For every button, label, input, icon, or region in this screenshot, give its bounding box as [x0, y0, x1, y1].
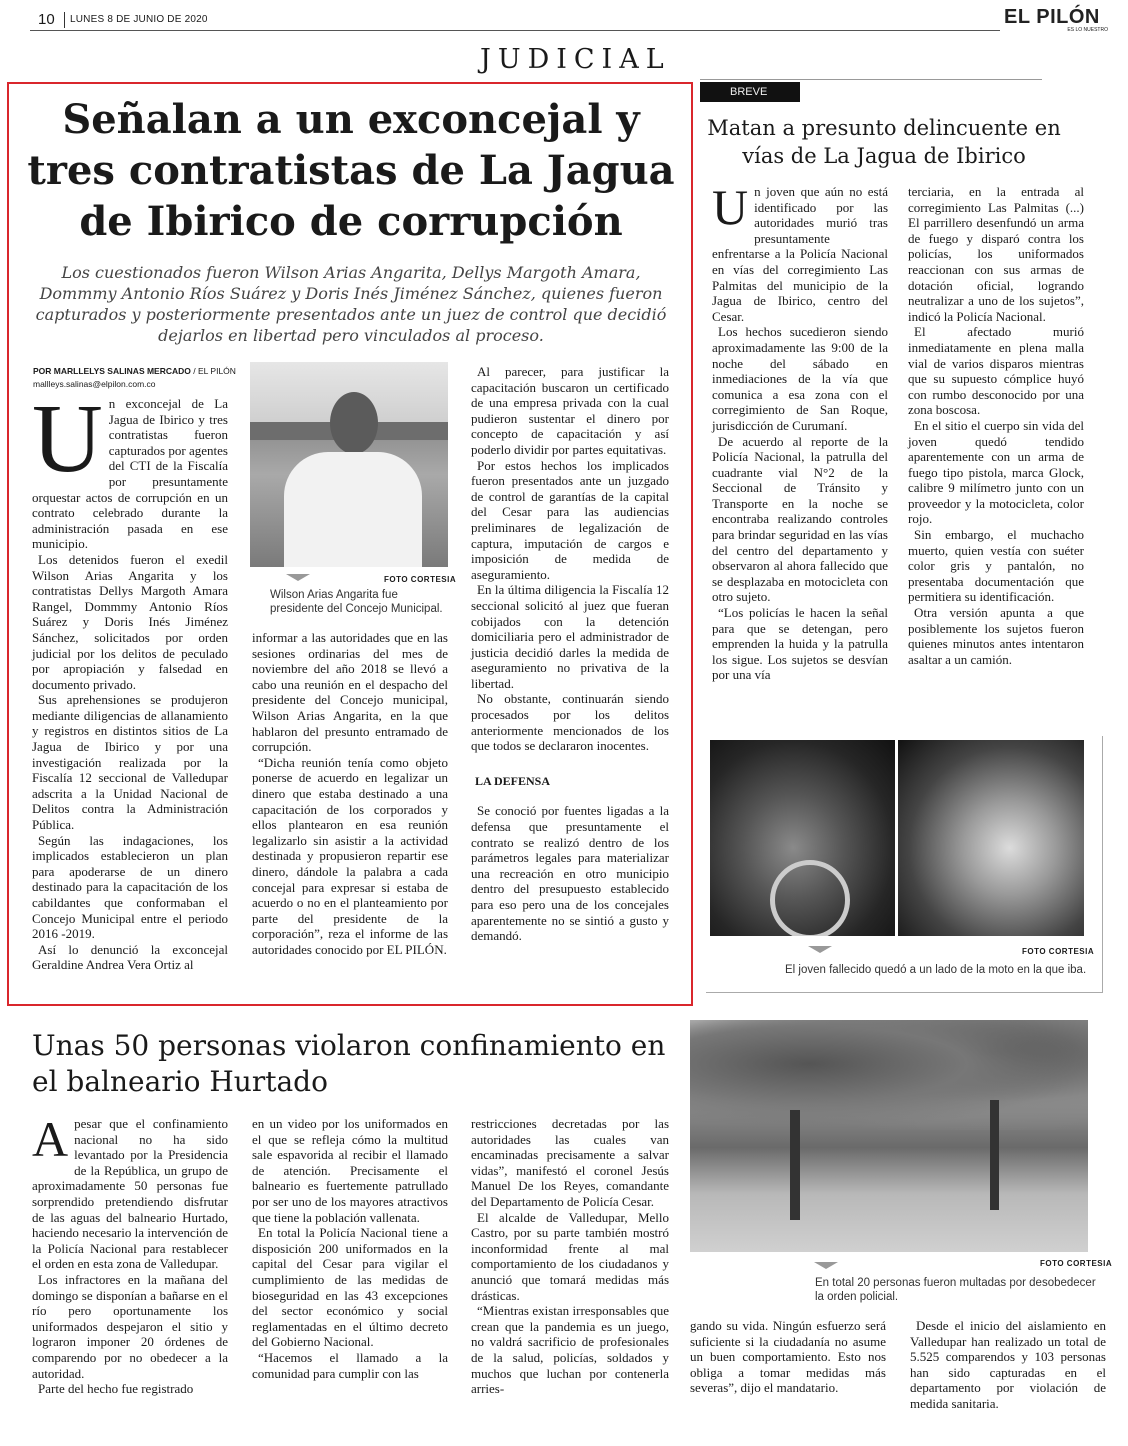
logo-tagline: ES LO NUESTRO	[1067, 27, 1108, 33]
paragraph: “Mientras existan irresponsables que crean que la pandemia es un juego, no valdrá sacrificio de profesionales de la salud, policías, soldados y muchos que luchan por contenerla arries-	[471, 1303, 669, 1397]
paragraph: En el sitio el cuerpo sin vida del joven quedó tendido aparentemente con un arma de fuego tipo pistola, marca Glock, calibre 9 milímetro junto con un proveedor y la motocicleta, color rojo.	[908, 417, 1084, 527]
main-col-3	[471, 364, 669, 944]
brief-photo-caption: El joven fallecido quedó a un lado de la moto en la que iba.	[785, 964, 1087, 976]
tree-canopy	[690, 1020, 1088, 1130]
paragraph: Por estos hechos los implicados fueron presentados ante un juzgado de control de garantías de la capital del Cesar para las audiencias preliminares de legalización de captura, imputación de cargos e imposición de medida de aseguramiento.	[471, 457, 669, 582]
paragraph: informar a las autoridades que en las sesiones ordinarias del mes de noviembre del año 2018 se llevó a cabo una reunión en el despacho del presidente del Concejo municipal, Wilson Arias Angarita, en la que hablaron del presunto entramado de corrupción.	[252, 630, 448, 755]
tree-trunk	[990, 1100, 999, 1210]
caption-pointer-icon	[808, 946, 832, 953]
brief-photo-credit: FOTO CORTESIA	[1022, 947, 1095, 956]
paragraph: Así lo denunció la exconcejal Geraldine Andrea Vera Ortiz al	[32, 941, 228, 973]
paragraph: “Hacemos el llamado a la comunidad para cumplir con las	[252, 1349, 448, 1381]
paragraph: De acuerdo al reporte de la Policía Nacional, la patrulla del cuadrante vial N°2 de la Seccional de Tránsito y Transporte en la noche se encontraba realizando controles para brindar seguridad en las vías del centro del departamento y observaron al ahora fallecido que se desplazaba en motocicleta con otro sujeto.	[712, 433, 888, 605]
balneario-photo	[690, 1020, 1088, 1252]
bottom-col-4	[690, 1318, 886, 1396]
paragraph: gando su vida. Ningún esfuerzo será suficiente si la ciudadanía no asume un buen comportamiento. Esto nos obliga a tomar medidas más severas”, dijo el mandatario.	[690, 1318, 886, 1396]
byline	[33, 366, 236, 376]
person-body	[284, 452, 422, 567]
photo-caption: Wilson Arias Angarita fue presidente del Concejo Municipal.	[270, 589, 443, 615]
paragraph: en un video por los uniformados en el que se refleja cómo la multitud sale espavorida al recibir el llamado de atención. Precisamente el balneario es fuertemente patrullado por ser uno de los mayores atractivos que tiene la población vallenata.	[252, 1116, 448, 1225]
section-rule	[700, 79, 1042, 80]
bottom-col-3	[471, 1116, 669, 1397]
byline-outlet: / EL PILÓN	[190, 366, 236, 376]
bottom-drop-cap: A	[32, 1111, 69, 1167]
main-col-1	[32, 385, 228, 973]
caption-pointer-icon	[814, 1262, 838, 1269]
paragraph: restricciones decretadas por las autoridades las cuales van encaminadas precisamente a salvar vidas”, manifestó el coronel Jesús Manuel De los Reyes, comandante del Departamento de Policía Cesar.	[471, 1116, 669, 1209]
person-head	[330, 392, 378, 454]
main-summary: Los cuestionados fueron Wilson Arias Angarita, Dellys Margoth Amara, Dommmy Antonio Ríos Suárez y Doris Inés Jiménez Sánchez, quienes fueron capturados y posteriormente presentados ante un juez de control que decidió dejarlos en libertad pero vinculados al proceso.	[35, 263, 667, 345]
bottom-col-1	[32, 1111, 228, 1397]
portrait-photo	[250, 362, 448, 567]
paragraph: Sus aprehensiones se produjeron mediante diligencias de allanamiento y registros en distintos sitios de La Jagua de Ibirico y por una investigación realizada por la Fiscalía 12 seccional de Valledupar adscrita a la Unidad Nacional de Delitos contra la Administración Pública.	[32, 692, 228, 833]
header-divider	[64, 12, 65, 28]
paragraph: Desde el inicio del aislamiento en Valledupar han realizado un total de 5.525 comparendos y 103 personas han sido capturadas en el departamento por violación de medida sanitaria.	[910, 1318, 1106, 1411]
paragraph: Se conoció por fuentes ligadas a la defensa que presuntamente el contrato se realizó dentro de los parámetros legales para materializar una recreación en otro municipio dentro del presupuesto establecido para eso pero una de los concejales aparentemente no se sintió a gusto y demandó.	[471, 803, 669, 944]
bottom-col-5	[910, 1318, 1106, 1412]
bottom-photo-credit: FOTO CORTESIA	[1040, 1259, 1113, 1268]
masthead-logo[interactable]	[1004, 6, 1108, 33]
paragraph: Sin embargo, el muchacho muerto, quien vestía con suéter color gris y pantalón, no presentaba documentación que permitiera su identificación.	[908, 527, 1084, 605]
byline-email[interactable]: mallleys.salinas@elpilon.com.co	[33, 379, 156, 389]
paragraph: “Los policías le hacen la señal para que se detengan, pero emprenden la huida y la patrulla los sigue. Los sujetos se desvían por una vía	[712, 605, 888, 683]
tree-trunk	[790, 1110, 800, 1220]
main-headline: Señalan a un exconcejal y tres contratistas de La Jagua de Ibirico de corrupción	[27, 96, 675, 245]
brief-headline: Matan a presunto delincuente en vías de La Jagua de Ibirico	[707, 116, 1061, 168]
bottom-col1-first: pesar que el confinamiento nacional no ha sido levantado por la Presidencia de la República, un grupo de aproximadamente 50 personas fue sorprendido pretendiendo disfrutar de las aguas del balneario Hurtado, haciendo necesario la intervención de la Policía Nacional para restablecer el orden en esta zona de Valledupar.	[32, 1116, 228, 1272]
byline-author: POR MARLLELYS SALINAS MERCADO	[33, 366, 191, 376]
main-col1-first: n exconcejal de La Jagua de Ibirico y tres contratistas fueron capturados por agentes del CTI de la Fiscalía por presuntamente orquestar actos de corrupción en un contrato celebrado durante la administración pasada en ese municipio.	[32, 396, 228, 552]
paragraph: Los detenidos fueron el exedil Wilson Arias Angarita y los contratistas Dellys Margoth Amara Rangel, Dommmy Antonio Ríos Suárez y Doris Inés Jiménez Sánchez, solicitados por orden judicial por los delitos de peculado por apropiación y falsedad en documento privado.	[32, 551, 228, 692]
section-title: JUDICIAL	[480, 44, 671, 75]
brief-col-2	[908, 184, 1084, 667]
main-col-2	[252, 630, 448, 957]
brief-col1-first: n joven que aún no está identificado por las autoridades murió tras presuntamente enfrentarse a la Policía Nacional en vías del corregimiento Las Palmitas del municipio de la Jagua de Ibirico, centro del Cesar.	[712, 184, 888, 324]
photo-credit: FOTO CORTESIA	[384, 575, 457, 584]
paragraph: El alcalde de Valledupar, Mello Castro, por su parte también mostró inconformidad frente al mal comportamiento de los ciudadanos y anunció que tomará medidas más drásticas.	[471, 1209, 669, 1303]
paragraph: terciaria, en la entrada al corregimiento Las Palmitas (...) El parrillero desenfundó un arma de fuego y disparó contra los policías, los uniformados reaccionan con sus armas de dotación oficial, logrando neutralizar a uno de los sujetos”, indicó la Policía Nacional.	[908, 184, 1084, 324]
drop-cap: U	[32, 385, 103, 493]
paragraph: No obstante, continuarán siendo procesados por los delitos anteriormente mencionados de los que todos se declararon inocentes.	[471, 691, 669, 754]
brief-drop-cap: U	[712, 179, 749, 235]
paragraph: Otra versión apunta a que posiblemente los sujetos fueron quienes minutos antes intentaron asaltar a un camión.	[908, 605, 1084, 667]
logo-text: EL PILÓN	[1004, 6, 1100, 28]
paragraph: Parte del hecho fue registrado	[38, 1381, 194, 1397]
paragraph: En la última diligencia la Fiscalía 12 seccional solicitó al juez que fueran cobijados con la detención domiciliaria pero el administrador de justicia decidió darles la medida de aseguramiento no privativa de la libertad.	[471, 582, 669, 691]
header-rule	[30, 30, 1000, 31]
caption-pointer-icon	[286, 574, 310, 581]
page-date: LUNES 8 DE JUNIO DE 2020	[70, 14, 208, 25]
bottom-photo-caption: En total 20 personas fueron multadas por desobedecer la orden policial.	[815, 1277, 1096, 1303]
brief-label: BREVE	[700, 82, 800, 102]
bottom-headline: Unas 50 personas violaron confinamiento en el balneario Hurtado	[32, 1029, 666, 1098]
paragraph: Los hechos sucedieron siendo aproximadamente las 9:00 de la noche del sábado en inmediaciones de la vía que comunica a esa zona con el corregimiento de San Roque, jurisdicción de Curumaní.	[712, 324, 888, 433]
bottom-col-2	[252, 1116, 448, 1381]
paragraph: Al parecer, para justificar la capacitación buscaron un certificado de una empresa privada con la cual pudieron sustentar el dinero por concepto de capacitación y así poderlo dividir por partes equitativas.	[471, 364, 669, 457]
paragraph: El afectado murió inmediatamente en plena malla vial de varios disparos mientras que su supuesto cómplice huyó con rumbo desconocido por una zona boscosa.	[908, 324, 1084, 418]
page-number: 10	[38, 11, 55, 28]
brief-col-1	[712, 179, 888, 683]
paragraph: En total la Policía Nacional tiene a disposición 200 uniformados en la capital del Cesar para vigilar el cumplimiento de las medidas de bioseguridad en las 43 excepciones del sector económico y social reglamentadas en el último decreto del Gobierno Nacional.	[252, 1225, 448, 1350]
paragraph: Según las indagaciones, los implicados establecieron un plan para apoderarse de un dinero destinado para la capacitación de los cabildantes que conformaban el Concejo Municipal entre el periodo 2016 -2019.	[32, 832, 228, 942]
subhead-defensa: LA DEFENSA	[475, 773, 551, 788]
paragraph: “Dicha reunión tenía como objeto ponerse de acuerdo en legalizar un dinero que estaba destinado a una capacitación de los corporados y ellos plantearon en esa reunión legalizarlo sin asistir a la actividad destinada y propusieron repartir ese dinero, dándole la palabra a cada concejal para expresar si estaba de acuerdo o no en el planteamiento por parte del presidente de la corporación”, reza el informe de las autoridades conocido por EL PILÓN.	[252, 754, 448, 957]
paragraph: Los infractores en la mañana del domingo se disponían a bañarse en el río pero oportunamente los uniformados despejaron el sitio y lograron imponer 20 órdenes de comparendo por no obedecer a la autoridad.	[32, 1271, 228, 1381]
